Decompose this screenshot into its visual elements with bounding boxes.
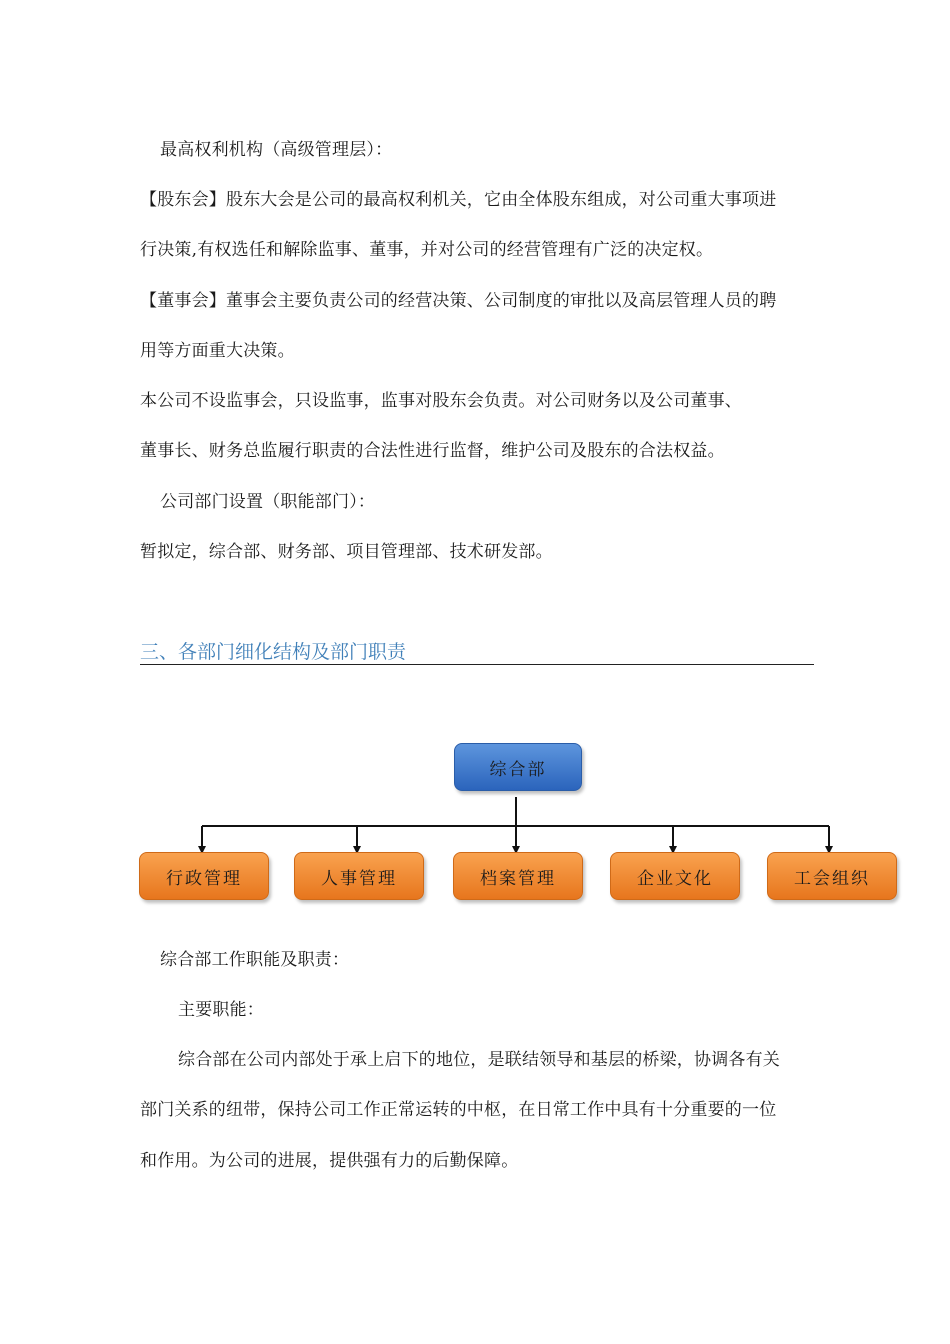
org-root-general-department: 综合部 — [454, 743, 582, 791]
org-child-hr: 人事管理 — [294, 852, 424, 900]
paragraph-top-management: 最高权利机构（高级管理层）： — [160, 140, 393, 160]
org-child-archives: 档案管理 — [453, 852, 583, 900]
section-heading: 三、各部门细化结构及部门职责 — [140, 640, 814, 665]
paragraph-supervisor-line1: 本公司不设监事会，只设监事，监事对股东会负责。对公司财务以及公司董事、 — [140, 391, 742, 411]
paragraph-functions-line3: 和作用。为公司的进展，提供强有力的后勤保障。 — [140, 1151, 519, 1171]
paragraph-functions-line1: 综合部在公司内部处于承上启下的地位，是联结领导和基层的桥梁，协调各有关 — [178, 1050, 780, 1070]
org-child-culture: 企业文化 — [610, 852, 740, 900]
org-child-union: 工会组织 — [767, 852, 897, 900]
paragraph-functions-line2: 部门关系的纽带，保持公司工作正常运转的中枢，在日常工作中具有十分重要的一位 — [140, 1100, 777, 1120]
org-child-admin: 行政管理 — [139, 852, 269, 900]
paragraph-supervisor-line2: 董事长、财务总监履行职责的合法性进行监督，维护公司及股东的合法权益。 — [140, 441, 725, 461]
paragraph-board-line1: 【董事会】董事会主要负责公司的经营决策、公司制度的审批以及高层管理人员的聘 — [140, 291, 777, 311]
paragraph-main-functions: 主要职能： — [178, 1000, 264, 1020]
paragraph-board-line2: 用等方面重大决策。 — [140, 341, 295, 361]
paragraph-shareholders-line1: 【股东会】股东大会是公司的最高权利机关，它由全体股东组成，对公司重大事项进 — [140, 190, 777, 210]
paragraph-departments-title: 公司部门设置（职能部门）： — [160, 492, 376, 512]
paragraph-departments-list: 暂拟定，综合部、财务部、项目管理部、技术研发部。 — [140, 542, 553, 562]
paragraph-duties-title: 综合部工作职能及职责： — [160, 950, 350, 970]
paragraph-shareholders-line2: 行决策,有权选任和解除监事、董事，并对公司的经营管理有广泛的决定权。 — [140, 240, 714, 260]
